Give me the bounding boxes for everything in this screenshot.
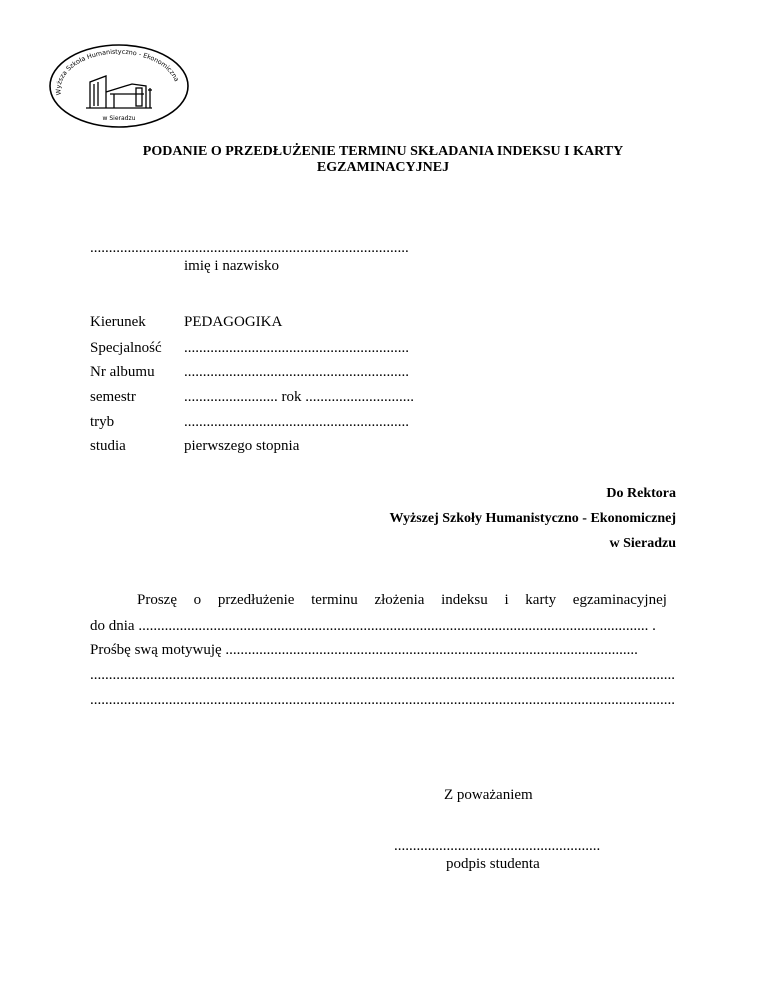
- semestr-rok-field[interactable]: ......................... rok .............................: [184, 389, 414, 405]
- request-word: karty: [525, 592, 557, 608]
- addressee-line-2: Wyższej Szkoły Humanistyczno - Ekonomicznej: [389, 511, 676, 526]
- request-word: przedłużenie: [217, 592, 295, 608]
- request-word: o: [193, 592, 202, 608]
- reason-continuation-1[interactable]: ............................................................................................................................................................: [90, 667, 675, 683]
- logo-top-text: Wyższa Szkoła Humanistyczno - Ekonomiczna: [54, 47, 181, 96]
- name-field[interactable]: .....................................................................................: [90, 240, 409, 256]
- request-word: egzaminacyjnej: [572, 592, 667, 608]
- university-logo: [48, 42, 190, 128]
- tryb-field[interactable]: ............................................................: [184, 414, 409, 430]
- label-kierunek: Kierunek: [90, 314, 146, 330]
- label-specjalnosc: Specjalność: [90, 340, 162, 356]
- document-title: [90, 144, 676, 176]
- request-sentence: [137, 592, 667, 609]
- date-field[interactable]: do dnia ........................................................................................................................................ .: [90, 618, 656, 634]
- nr-albumu-field[interactable]: ............................................................: [184, 364, 409, 380]
- closing-regards: Z poważaniem: [444, 787, 533, 803]
- request-word: złożenia: [374, 592, 425, 608]
- reason-continuation-2[interactable]: ............................................................................................................................................................: [90, 692, 675, 708]
- signature-field[interactable]: .......................................................: [394, 838, 601, 854]
- title-line-1: PODANIE O PRZEDŁUŻENIE TERMINU SKŁADANIA INDEKSU I KARTY: [142, 144, 624, 159]
- value-kierunek: PEDAGOGIKA: [184, 314, 283, 330]
- request-word: Proszę: [137, 592, 177, 608]
- title-line-2: EGZAMINACYJNEJ: [316, 160, 450, 175]
- addressee-line-1: Do Rektora: [606, 486, 676, 501]
- university-seal-icon: [48, 42, 190, 128]
- name-caption: imię i nazwisko: [184, 258, 279, 274]
- logo-bottom-text: w Sieradzu: [102, 115, 136, 122]
- label-studia: studia: [90, 438, 126, 454]
- request-word: terminu: [311, 592, 358, 608]
- request-word: indeksu: [441, 592, 488, 608]
- label-nr-albumu: Nr albumu: [90, 364, 155, 380]
- value-studia: pierwszego stopnia: [184, 438, 300, 454]
- request-word: i: [504, 592, 509, 608]
- label-tryb: tryb: [90, 414, 115, 430]
- label-semestr: semestr: [90, 389, 136, 405]
- specjalnosc-field[interactable]: ............................................................: [184, 340, 409, 356]
- signature-caption: podpis studenta: [446, 856, 540, 872]
- addressee-line-3: w Sieradzu: [609, 536, 676, 551]
- reason-field[interactable]: Prośbę swą motywuję ..............................................................................................................: [90, 642, 638, 658]
